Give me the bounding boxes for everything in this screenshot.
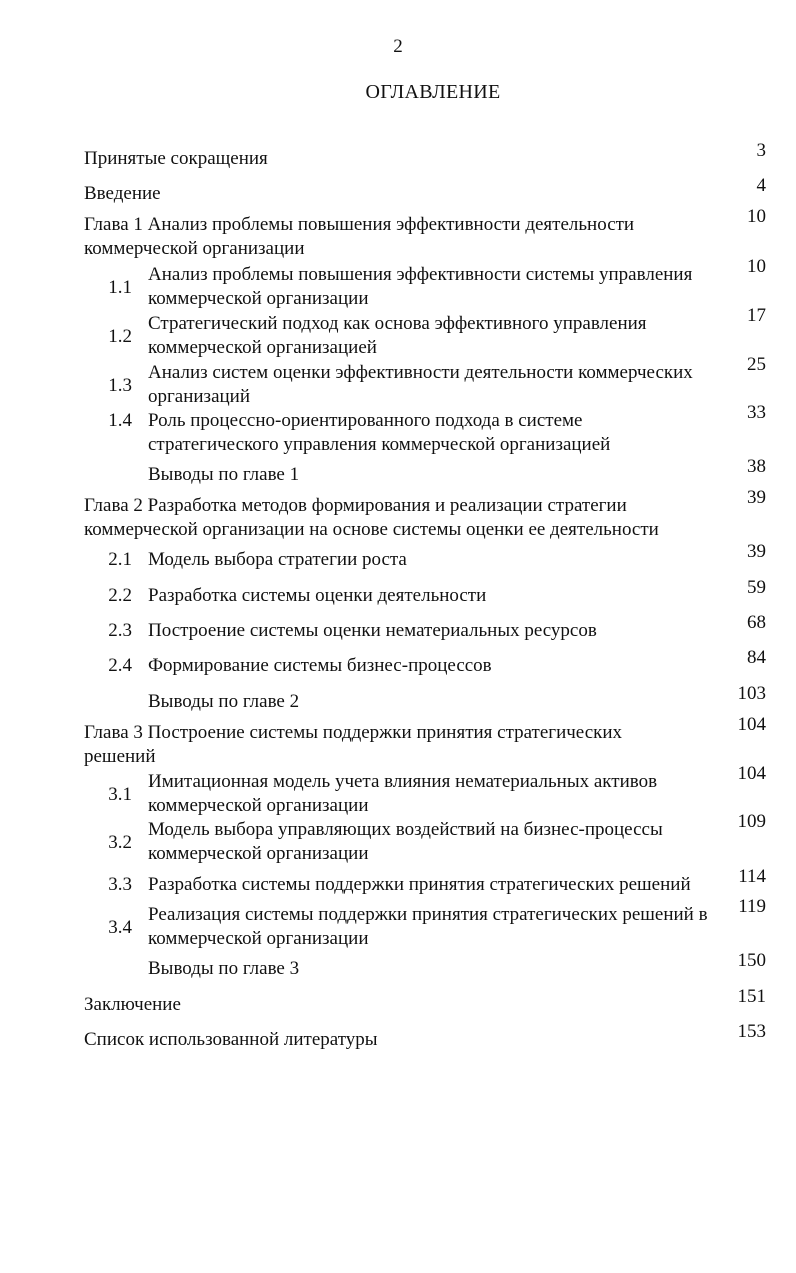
toc-entry-text: Выводы по главе 3 — [148, 958, 300, 979]
toc-entry-text: Анализ проблемы повышения эффективности системы управления коммерческой организации — [148, 264, 693, 309]
toc-entry-text: Формирование системы бизнес-процессов — [148, 655, 492, 676]
toc-entry-page: 104 — [737, 763, 766, 784]
toc-entry-page: 104 — [737, 714, 766, 735]
toc-entry-page: 39 — [747, 541, 766, 562]
toc-entry-text: Разработка системы поддержки принятия стратегических решений — [148, 874, 691, 895]
toc-entry-page: 38 — [747, 456, 766, 477]
toc-entry-number: 1.3 — [108, 375, 132, 396]
toc-entry-number: 3.4 — [108, 917, 132, 938]
toc-entry-page: 17 — [747, 305, 766, 326]
toc-entry-number: 2.1 — [108, 549, 132, 570]
toc-entry-text: Глава 2 Разработка методов формирования и реализации стратегии коммерческой организации на основе системы оценки ее деятельности — [84, 495, 659, 540]
toc-entry-page: 151 — [737, 986, 766, 1007]
toc-entry-page: 68 — [747, 612, 766, 633]
toc-entry-number: 2.2 — [108, 585, 132, 606]
toc-entry-text: Глава 3 Построение системы поддержки принятия стратегических решений — [84, 722, 623, 767]
toc-entry-text: Модель выбора стратегии роста — [148, 549, 407, 570]
toc-entry-page: 114 — [738, 866, 766, 887]
toc-entry-text: Имитационная модель учета влияния нематериальных активов коммерческой организации — [148, 771, 658, 816]
toc-entry-page: 84 — [747, 647, 766, 668]
toc-entry-number: 3.1 — [108, 784, 132, 805]
toc-entry-page: 4 — [756, 175, 766, 196]
toc-entry-number: 2.3 — [108, 620, 132, 641]
toc-entry-text: Принятые сокращения — [84, 148, 268, 169]
toc-entry-page: 119 — [738, 896, 766, 917]
toc-entry-text: Заключение — [84, 994, 181, 1015]
toc-entry-page: 59 — [747, 577, 766, 598]
toc-entry-page: 109 — [737, 811, 766, 832]
toc-entry-text: Стратегический подход как основа эффективного управления коммерческой организацией — [148, 313, 647, 358]
toc-entry-text: Реализация системы поддержки принятия стратегических решений в коммерческой организации — [148, 904, 708, 949]
toc-entry-number: 1.2 — [108, 326, 132, 347]
toc-entry-text: Разработка системы оценки деятельности — [148, 585, 487, 606]
toc-entry-page: 3 — [756, 140, 766, 161]
toc-entry-text: Выводы по главе 1 — [148, 464, 300, 485]
toc-entry-number: 1.1 — [108, 277, 132, 298]
toc-entry-text: Выводы по главе 2 — [148, 691, 300, 712]
toc-entry-text: Глава 1 Анализ проблемы повышения эффективности деятельности коммерческой организации — [84, 214, 635, 259]
toc-entry-page: 10 — [747, 206, 766, 227]
toc-entry-number: 2.4 — [108, 655, 132, 676]
toc-entry-page: 153 — [737, 1021, 766, 1042]
toc-entry-page: 150 — [737, 950, 766, 971]
toc-entry-text: Роль процессно-ориентированного подхода в системе стратегического управления коммерческой организацией — [148, 410, 611, 455]
toc-entry-page: 39 — [747, 487, 766, 508]
toc-entry-page: 25 — [747, 354, 766, 375]
toc-entry-page: 103 — [737, 683, 766, 704]
toc-entry-page: 10 — [747, 256, 766, 277]
toc-entry-page: 33 — [747, 402, 766, 423]
toc-entry-number: 1.4 — [108, 410, 132, 431]
toc-entry-number: 3.2 — [108, 832, 132, 853]
page-number: 2 — [393, 36, 403, 57]
toc-entry-text: Список использованной литературы — [84, 1029, 378, 1050]
toc-entry-number: 3.3 — [108, 874, 132, 895]
toc-entry-text: Построение системы оценки нематериальных ресурсов — [148, 620, 597, 641]
toc-title: ОГЛАВЛЕНИЕ — [365, 81, 501, 103]
toc-entry-text: Введение — [84, 183, 161, 204]
toc-entry-text: Анализ систем оценки эффективности деятельности коммерческих организаций — [148, 362, 693, 407]
toc-entry-text: Модель выбора управляющих воздействий на бизнес-процессы коммерческой организации — [148, 819, 663, 864]
